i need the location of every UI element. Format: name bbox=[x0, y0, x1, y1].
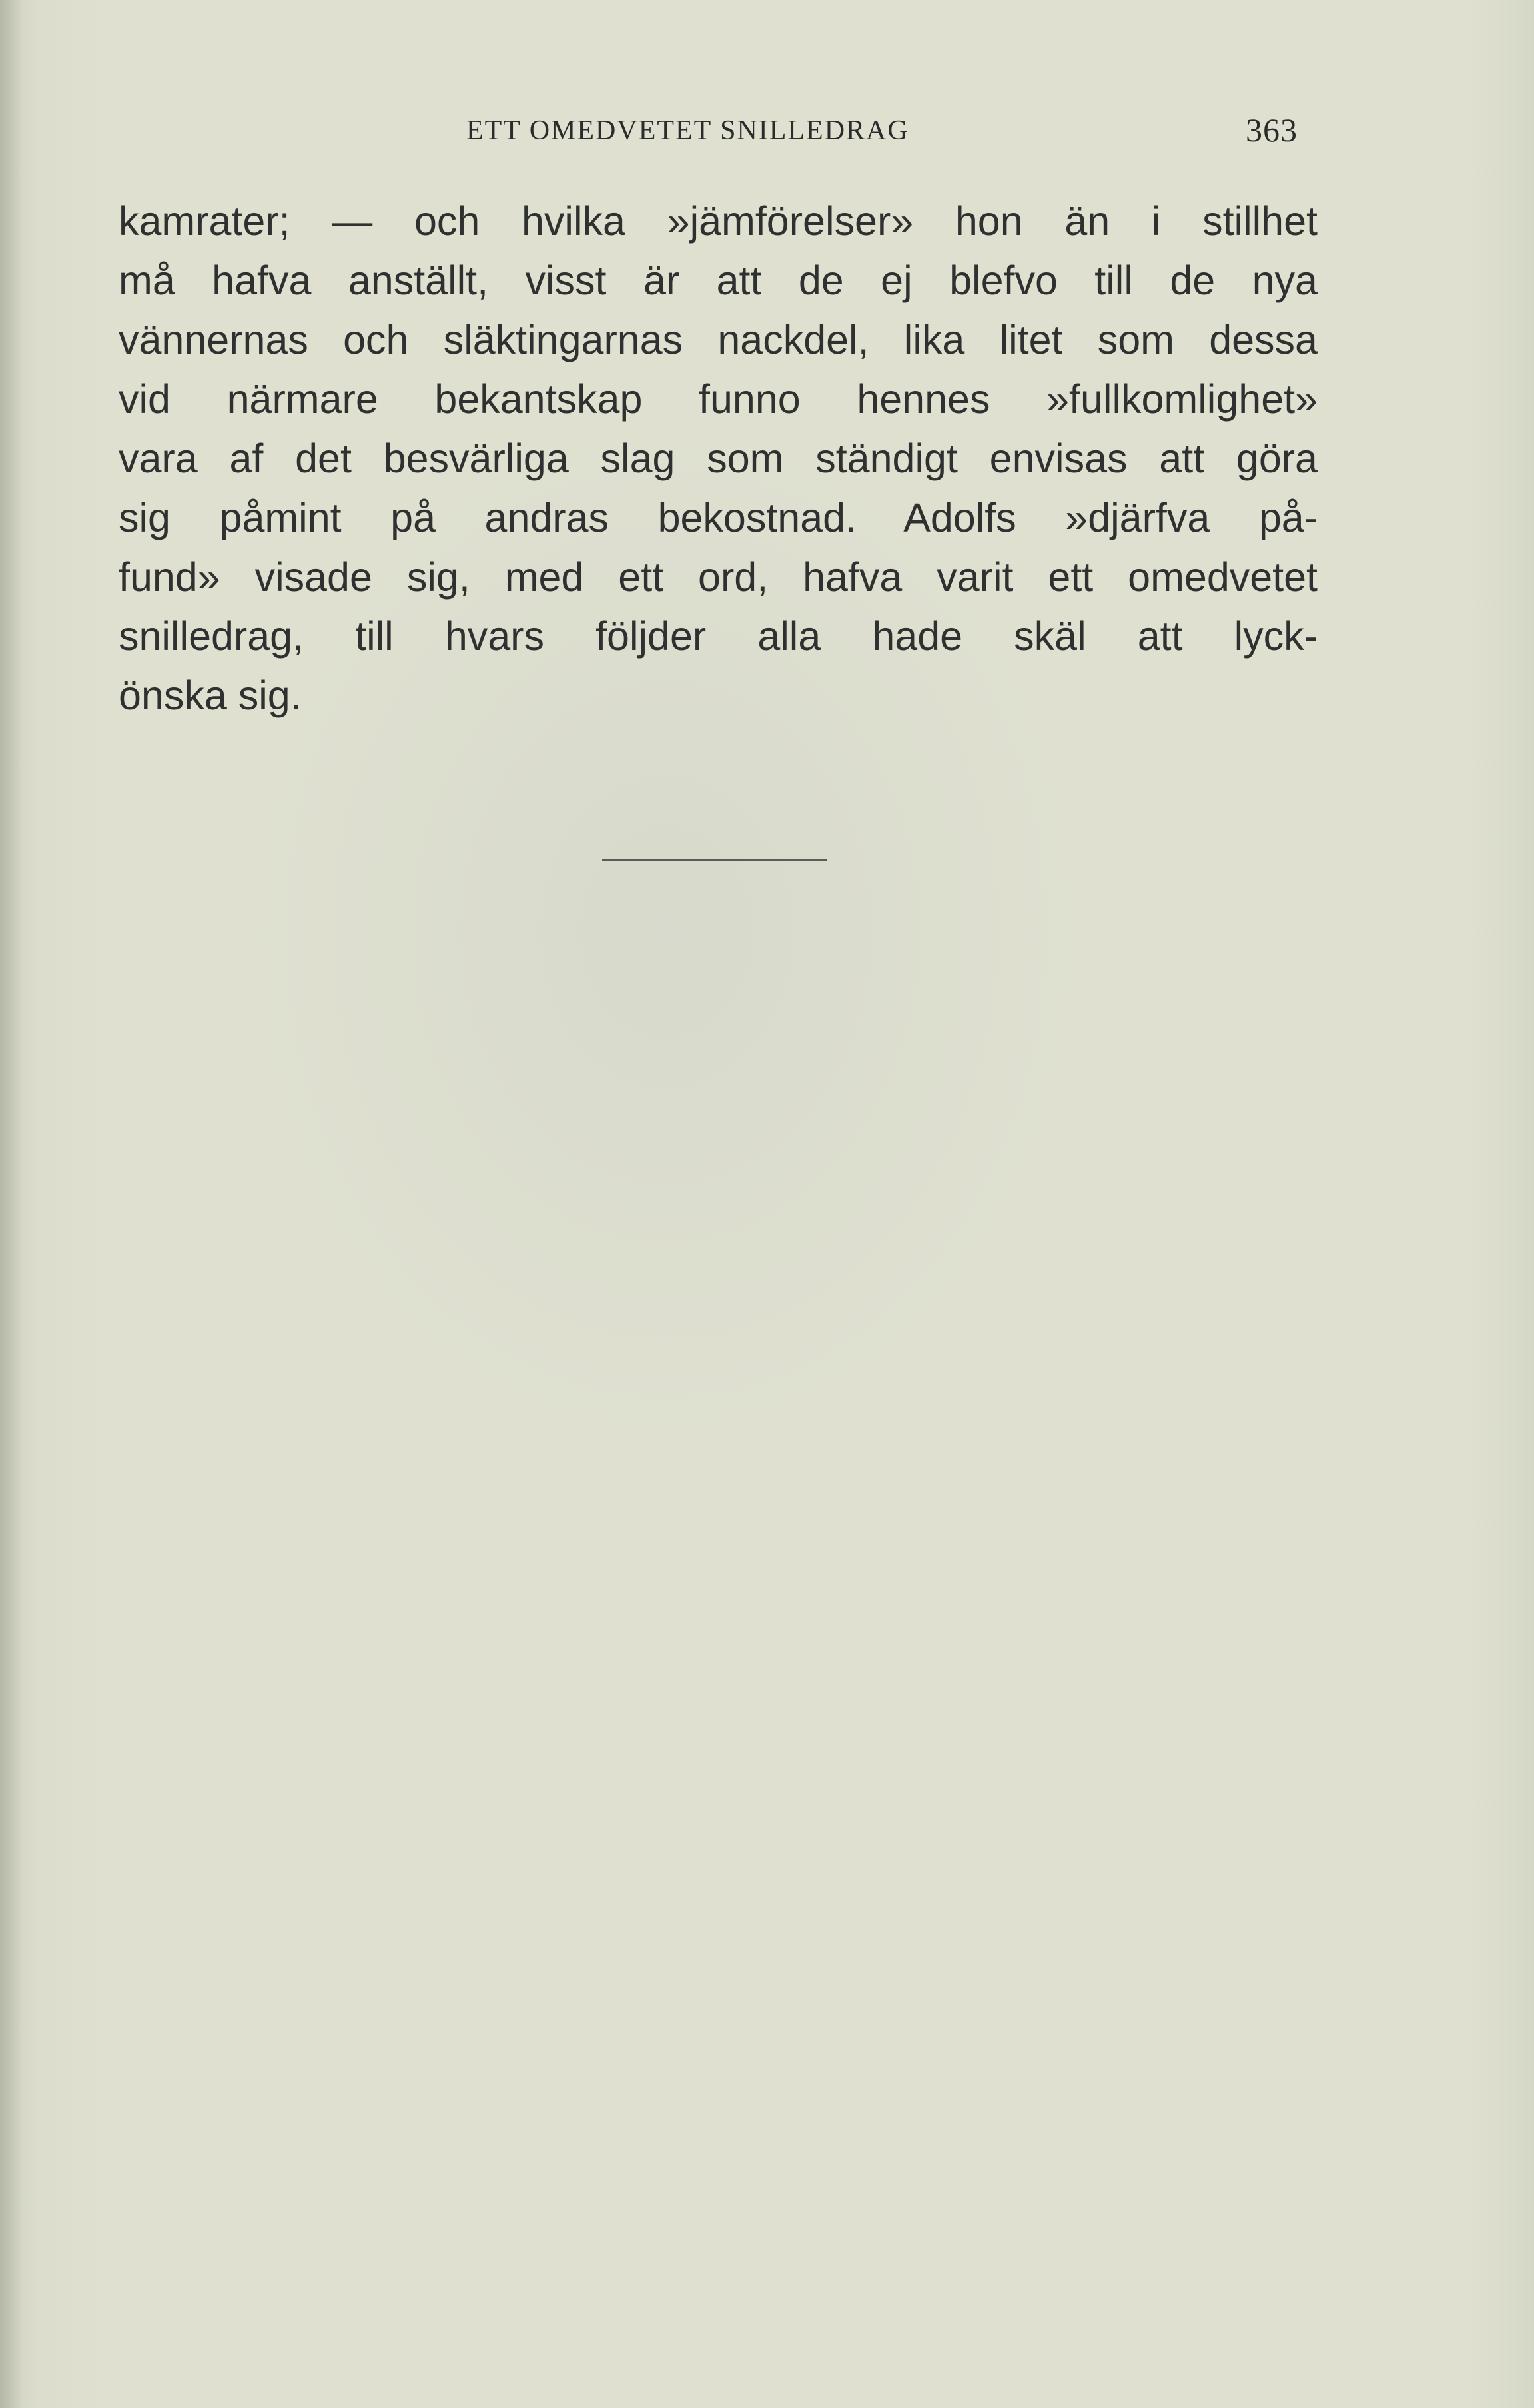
running-head: ETT OMEDVETET SNILLEDRAG bbox=[466, 115, 909, 146]
body-paragraph bbox=[119, 192, 1318, 725]
text-line-last: önska sig. bbox=[119, 673, 302, 718]
text-line: sig påmint på andras bekostnad. Adolfs »djärfva på- bbox=[119, 495, 1318, 540]
text-line: kamrater; — och hvilka »jämförelser» hon än i stillhet bbox=[119, 199, 1318, 244]
text-line: vännernas och släktingarnas nackdel, lika litet som dessa bbox=[119, 317, 1318, 362]
text-line: fund» visade sig, med ett ord, hafva varit ett omedvetet bbox=[119, 554, 1318, 600]
section-end-rule bbox=[602, 859, 827, 861]
spine-shadow bbox=[0, 0, 23, 2408]
text-line: snilledrag, till hvars följder alla hade skäl att lyck- bbox=[119, 613, 1318, 659]
text-line: vara af det besvärliga slag som ständigt envisas att göra bbox=[119, 436, 1318, 481]
text-line: må hafva anställt, visst är att de ej blefvo till de nya bbox=[119, 258, 1318, 303]
page-number: 363 bbox=[1246, 111, 1298, 149]
text-line: vid närmare bekantskap funno hennes »fullkomlighet» bbox=[119, 376, 1318, 422]
